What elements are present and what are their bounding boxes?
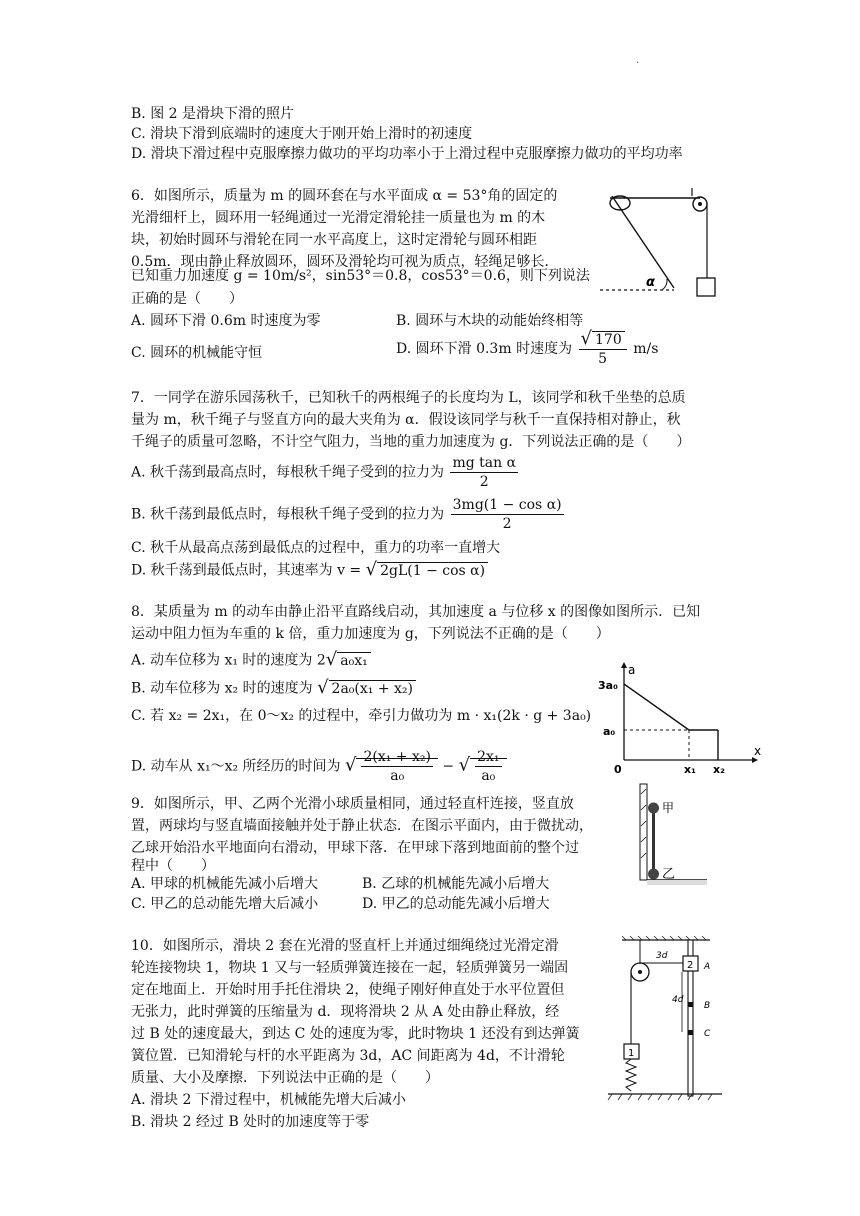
q7-stem-line: 7．一同学在游乐园荡秋千，已知秋千的两根绳子的长度均为 L，该同学和秋千坐垫的总质: [131, 390, 686, 406]
q8-d-root-2: √ $\frac{\text{2x₁}}{\text{a₀}}$: [459, 748, 507, 785]
q8-option-c: C. 若 x₂ = 2x₁，在 0～x₂ 的过程中，牵引力做功为 m · x₁(2k · g + 3a₀): [131, 708, 592, 724]
q10-label-3d: 3d: [656, 951, 668, 961]
q6-option-c: C. 圆环的机械能守恒: [131, 345, 263, 361]
q8-tick-origin: 0: [614, 763, 622, 776]
q9-option-d: D. 甲乙的总动能先减小后增大: [362, 896, 550, 912]
q9-stem-line: 程中（ ）: [131, 858, 215, 874]
q5-option-d: D. 滑块下滑过程中克服摩擦力做功的平均功率小于上滑过程中克服摩擦力做功的平均功率: [131, 146, 683, 162]
q8-option-d: [131, 748, 507, 785]
q8-d-denominator-1: a₀: [390, 768, 405, 784]
q10-label-a: A: [704, 962, 711, 972]
q7-tension-fraction: [451, 496, 564, 533]
q9-wall: [640, 784, 647, 880]
q10-block-2-label: 2: [687, 960, 694, 971]
q9-stem-line: 乙球开始沿水平地面向右滑动，甲球下落．在甲球下落到地面前的整个过: [131, 840, 579, 856]
q10-stem-line: 质量、大小及摩擦．下列说法中正确的是（ ）: [131, 1070, 439, 1086]
q6-stem-line: 6．如图所示，质量为 m 的圆环套在与水平面成 α = 53°角的固定的: [131, 188, 558, 204]
q6-stem-line: 已知重力加速度 g = 10m/s²，sin53°＝0.8，cos53°＝0.6，则下列说法: [131, 268, 590, 284]
q8-y-arrow: [621, 662, 627, 668]
q9-stem-line: 9．如图所示，甲、乙两个光滑小球质量相同，通过轻直杆连接，竖直放: [131, 796, 574, 812]
q8-y-axis-label: a: [628, 663, 636, 677]
q10-option-b: B. 滑块 2 经过 B 处时的加速度等于零: [131, 1114, 370, 1130]
q8-decreasing-segment: [624, 684, 689, 730]
q10-stem-line: 过 B 处的速度最大，到达 C 处的速度为零，此时物块 1 还没有到达弹簧: [131, 1026, 580, 1042]
q10-label-c: C: [704, 1029, 711, 1039]
q6-option-a: A. 圆环下滑 0.6m 时速度为零: [131, 313, 321, 329]
q7-speed-root: √ 2gL(1 − cos α): [366, 560, 488, 581]
q7-tension-fraction: [450, 454, 518, 491]
q10-stem-line: 10．如图所示，滑块 2 套在光滑的竖直杆上并通过细绳绕过光滑定滑: [131, 938, 559, 954]
q7-a-numerator: mg tan α: [452, 455, 517, 471]
q8-d-denominator-2: a₀: [481, 768, 496, 784]
q8-tick-x2: x₂: [713, 763, 725, 776]
q7-stem-line: 量为 m，秋千绳子与竖直方向的最大夹角为 α．假设该同学与秋千一直保持相对静止，秋: [131, 412, 681, 428]
q8-d-minus: −: [442, 758, 455, 775]
q9-option-c: C. 甲乙的总动能先增大后减小: [131, 896, 319, 912]
q7-stem-line: 千绳子的质量可忽略，不计空气阻力，当地的重力加速度为 g．下列说法正确的是（ ）: [131, 434, 691, 450]
q5-option-b: B. 图 2 是滑块下滑的照片: [131, 106, 294, 122]
q10-option-a: A. 滑块 2 下滑过程中，机械能先增大后减小: [131, 1092, 406, 1108]
q8-d-root-1: √ $\frac{\text{2(x₁ + x₂)}}{\text{a₀}}$: [345, 748, 438, 785]
q6-stem-line: 正确的是（ ）: [131, 291, 243, 307]
q7-option-d: [131, 560, 488, 581]
q7-b-numerator: 3mg(1 − cos α): [452, 497, 562, 513]
q10-stem-line: 无张力，此时弹簧的压缩量为 d．现将滑块 2 从 A 处由静止释放，经: [131, 1004, 560, 1020]
q8-option-d-text: D. 动车从 x₁～x₂ 所经历的时间为: [131, 758, 341, 775]
q8-option-a-text: A. 动车位移为 x₁ 时的速度为 2: [131, 652, 326, 669]
q7-b-denominator: 2: [502, 516, 512, 532]
q10-figure: [600, 936, 730, 1102]
q7-option-b-text: B. 秋千荡到最低点时，每根秋千绳子受到的拉力为: [131, 506, 445, 523]
q10-block-1-label: 1: [628, 1048, 635, 1059]
q10-stem-line: 轮连接物块 1，物块 1 又与一轻质弹簧连接在一起，轻质弹簧另一端固: [131, 960, 569, 976]
q10-mark-c: [688, 1030, 693, 1035]
q6-figure: [590, 184, 730, 304]
q9-option-a: A. 甲球的机械能先减小后增大: [131, 876, 319, 892]
q9-ball-jia: [648, 803, 659, 814]
q7-speed-radicand: 2gL(1 − cos α): [377, 562, 488, 579]
q8-d-numerator-2: 2x₁: [477, 749, 500, 765]
q10-stem-line: 定在地面上．开始时用手托住滑块 2，使绳子刚好伸直处于水平位置但: [131, 982, 565, 998]
q8-stem-line: 运动中阻力恒为车重的 k 倍，重力加速度为 g，下列说法不正确的是（ ）: [131, 626, 610, 642]
q9-option-b: B. 乙球的机械能先减小后增大: [362, 876, 550, 892]
q6-stem-line: 0.5m．现由静止释放圆环，圆环及滑轮均可视为质点，轻绳足够长．: [131, 254, 559, 270]
q10-stem-line: 簧位置．已知滑轮与杆的水平距离为 3d，AC 间距离为 4d，不计滑轮: [131, 1048, 565, 1064]
q8-option-a: [131, 650, 371, 671]
q7-option-b: [131, 496, 566, 533]
q6-angle-label: α: [646, 275, 655, 290]
q9-label-yi: 乙: [662, 867, 676, 882]
q8-tick-a0: a₀: [603, 725, 616, 738]
q6-angle-arc: [662, 279, 667, 290]
q9-stem-line: 置，两球均与竖直墙面接触并处于静止状态．在图示平面内，由于微扰动，: [131, 818, 593, 834]
q9-figure: [632, 780, 712, 890]
q6-speed-fraction: $\frac{√ 170}{5}$: [579, 330, 627, 368]
q9-ball-yi: [648, 869, 659, 880]
q6-speed-numerator: 170: [592, 331, 625, 348]
q8-tick-3a0: 3a₀: [598, 679, 618, 692]
q8-a-root: √ a₀x₁: [326, 650, 371, 671]
q6-stem-line: 光滑细杆上，圆环用一轻绳通过一光滑定滑轮挂一质量也为 m 的木: [131, 210, 546, 226]
q6-block: [697, 278, 715, 296]
q10-spring: [626, 1059, 636, 1091]
q7-option-c: C. 秋千从最高点荡到最低点的过程中，重力的功率一直增大: [131, 540, 501, 556]
q8-graph: [594, 660, 764, 778]
q8-option-b: [131, 678, 416, 699]
q8-d-numerator-1: 2(x₁ + x₂): [363, 749, 431, 765]
q8-a-radicand: a₀x₁: [337, 652, 370, 669]
q8-option-b-text: B. 动车位移为 x₂ 时的速度为: [131, 680, 313, 697]
page-mark: ·: [636, 58, 640, 69]
q5-option-c: C. 滑块下滑到底端时的速度大于刚开始上滑时的初速度: [131, 126, 473, 142]
q6-rod: [612, 196, 674, 288]
q9-floor-hatch: [647, 880, 707, 885]
q10-label-4d: 4d: [672, 995, 684, 1005]
q8-b-radicand: 2a₀(x₁ + x₂): [329, 680, 416, 697]
q10-label-b: B: [704, 1001, 711, 1011]
q7-option-d-text: D. 秋千荡到最低点时，其速率为 v =: [131, 562, 362, 579]
q10-mark-b: [688, 1002, 693, 1007]
q6-option-d-text: D. 圆环下滑 0.3m 时速度为: [396, 341, 573, 357]
q8-x-axis-label: x: [754, 744, 762, 758]
q6-option-b: B. 圆环与木块的动能始终相等: [396, 313, 584, 329]
q8-b-root: √ 2a₀(x₁ + x₂): [317, 678, 416, 699]
q8-tick-x1: x₁: [684, 763, 696, 776]
q6-stem-line: 块，初始时圆环与滑轮在同一水平高度上，这时定滑轮与圆环相距: [131, 232, 537, 248]
q9-rod: [652, 810, 655, 872]
q6-pulley-axle: [698, 202, 702, 206]
q7-a-denominator: 2: [479, 474, 489, 490]
q7-option-a-text: A. 秋千荡到最高点时，每根秋千绳子受到的拉力为: [131, 464, 445, 481]
q8-stem-line: 8．某质量为 m 的动车由静止沿平直路线启动，其加速度 a 与位移 x 的图像如图所示．已知: [131, 604, 701, 620]
q6-speed-denominator: 5: [598, 351, 608, 367]
q6-speed-unit: m/s: [633, 341, 659, 357]
q9-label-jia: 甲: [662, 801, 675, 815]
q7-option-a: [131, 454, 520, 491]
q6-option-d: [396, 330, 658, 368]
